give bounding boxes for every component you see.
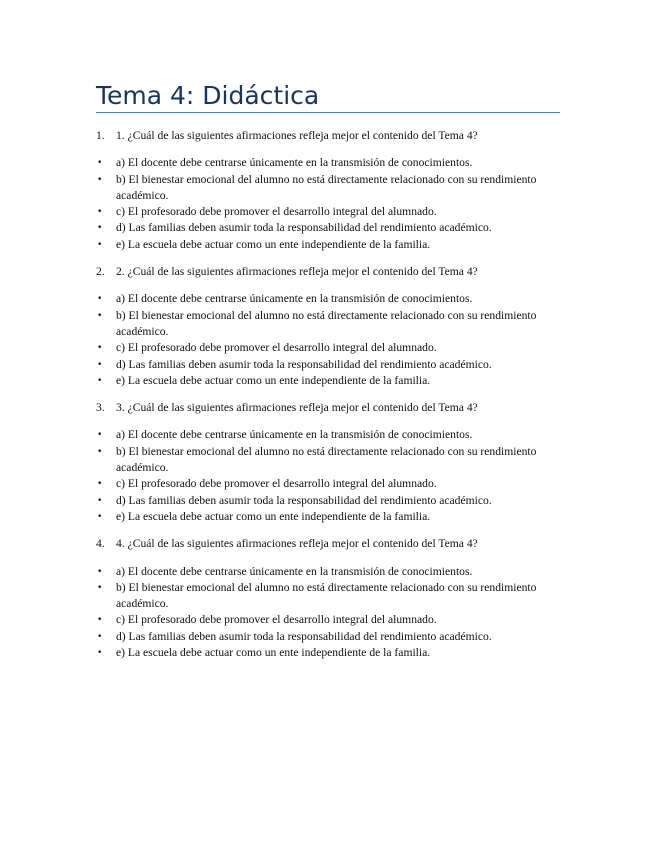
option-item bbox=[96, 493, 566, 509]
option-text: c) El profesorado debe promover el desarrollo integral del alumnado. bbox=[116, 341, 437, 355]
bullet-icon: • bbox=[97, 446, 103, 457]
option-item bbox=[96, 291, 566, 307]
question-number: 3. bbox=[96, 401, 105, 415]
question-text: 4. ¿Cuál de las siguientes afirmaciones refleja mejor el contenido del Tema 4? bbox=[116, 537, 478, 551]
bullet-icon: • bbox=[97, 310, 103, 321]
option-item bbox=[96, 580, 566, 613]
question-number: 1. bbox=[96, 129, 105, 142]
option-text: a) El docente debe centrarse únicamente en la transmisión de conocimientos. bbox=[116, 564, 473, 578]
option-item bbox=[96, 629, 566, 645]
option-item bbox=[96, 237, 566, 253]
option-item bbox=[96, 220, 566, 236]
option-text: e) La escuela debe actuar como un ente independiente de la familia. bbox=[116, 509, 431, 523]
bullet-icon: • bbox=[97, 375, 103, 386]
question-3 bbox=[96, 400, 566, 416]
bullet-icon: • bbox=[97, 511, 103, 522]
option-text: d) Las familias deben asumir toda la responsabilidad del rendimiento académico. bbox=[116, 221, 492, 235]
option-item bbox=[96, 204, 566, 220]
bullet-icon: • bbox=[97, 223, 103, 234]
bullet-icon: • bbox=[97, 294, 103, 305]
page-title: Tema 4: Didáctica bbox=[96, 81, 320, 110]
bullet-icon: • bbox=[97, 648, 103, 659]
question-1 bbox=[96, 128, 566, 144]
bullet-icon: • bbox=[97, 631, 103, 642]
bullet-icon: • bbox=[97, 239, 103, 250]
title-underline bbox=[96, 112, 560, 113]
question-number: 2. bbox=[96, 265, 105, 279]
option-text: b) El bienestar emocional del alumno no está directamente relacionado con su rendimiento académico. bbox=[116, 580, 537, 611]
option-list bbox=[96, 155, 566, 253]
option-text: c) El profesorado debe promover el desarrollo integral del alumnado. bbox=[116, 205, 437, 219]
option-text: e) La escuela debe actuar como un ente independiente de la familia. bbox=[116, 237, 431, 251]
option-text: c) El profesorado debe promover el desarrollo integral del alumnado. bbox=[116, 613, 437, 627]
option-text: e) La escuela debe actuar como un ente independiente de la familia. bbox=[116, 373, 431, 387]
bullet-icon: • bbox=[97, 343, 103, 354]
option-item bbox=[96, 172, 566, 205]
option-text: d) Las familias deben asumir toda la responsabilidad del rendimiento académico. bbox=[116, 493, 492, 507]
bullet-icon: • bbox=[97, 207, 103, 218]
question-text: 1. ¿Cuál de las siguientes afirmaciones refleja mejor el contenido del Tema 4? bbox=[116, 129, 478, 142]
bullet-icon: • bbox=[97, 158, 103, 169]
option-item bbox=[96, 308, 566, 341]
option-item bbox=[96, 427, 566, 443]
bullet-icon: • bbox=[97, 174, 103, 185]
option-item bbox=[96, 476, 566, 492]
question-text: 2. ¿Cuál de las siguientes afirmaciones refleja mejor el contenido del Tema 4? bbox=[116, 265, 478, 279]
option-text: d) Las familias deben asumir toda la responsabilidad del rendimiento académico. bbox=[116, 357, 492, 371]
bullet-icon: • bbox=[97, 430, 103, 441]
option-text: d) Las familias deben asumir toda la responsabilidad del rendimiento académico. bbox=[116, 629, 492, 643]
option-item bbox=[96, 612, 566, 628]
option-text: a) El docente debe centrarse únicamente en la transmisión de conocimientos. bbox=[116, 292, 473, 306]
bullet-icon: • bbox=[97, 582, 103, 593]
option-item bbox=[96, 373, 566, 389]
option-list bbox=[96, 291, 566, 389]
option-text: e) La escuela debe actuar como un ente independiente de la familia. bbox=[116, 646, 431, 660]
bullet-icon: • bbox=[97, 495, 103, 506]
option-item bbox=[96, 509, 566, 525]
option-list bbox=[96, 564, 566, 662]
option-text: b) El bienestar emocional del alumno no está directamente relacionado con su rendimiento académico. bbox=[116, 444, 537, 475]
question-number: 4. bbox=[96, 537, 105, 551]
option-list bbox=[96, 427, 566, 525]
question-2 bbox=[96, 264, 566, 280]
option-item bbox=[96, 155, 566, 171]
bullet-icon: • bbox=[97, 615, 103, 626]
question-list bbox=[96, 128, 566, 672]
option-text: a) El docente debe centrarse únicamente en la transmisión de conocimientos. bbox=[116, 428, 473, 442]
bullet-icon: • bbox=[97, 359, 103, 370]
option-text: c) El profesorado debe promover el desarrollo integral del alumnado. bbox=[116, 477, 437, 491]
option-text: b) El bienestar emocional del alumno no está directamente relacionado con su rendimiento académico. bbox=[116, 172, 537, 202]
option-text: b) El bienestar emocional del alumno no está directamente relacionado con su rendimiento académico. bbox=[116, 308, 537, 338]
question-text: 3. ¿Cuál de las siguientes afirmaciones refleja mejor el contenido del Tema 4? bbox=[116, 401, 478, 415]
option-item bbox=[96, 340, 566, 356]
option-item bbox=[96, 444, 566, 477]
option-item bbox=[96, 564, 566, 580]
option-text: a) El docente debe centrarse únicamente en la transmisión de conocimientos. bbox=[116, 156, 473, 170]
bullet-icon: • bbox=[97, 479, 103, 490]
bullet-icon: • bbox=[97, 566, 103, 577]
option-item bbox=[96, 645, 566, 661]
option-item bbox=[96, 357, 566, 373]
question-4 bbox=[96, 536, 566, 552]
